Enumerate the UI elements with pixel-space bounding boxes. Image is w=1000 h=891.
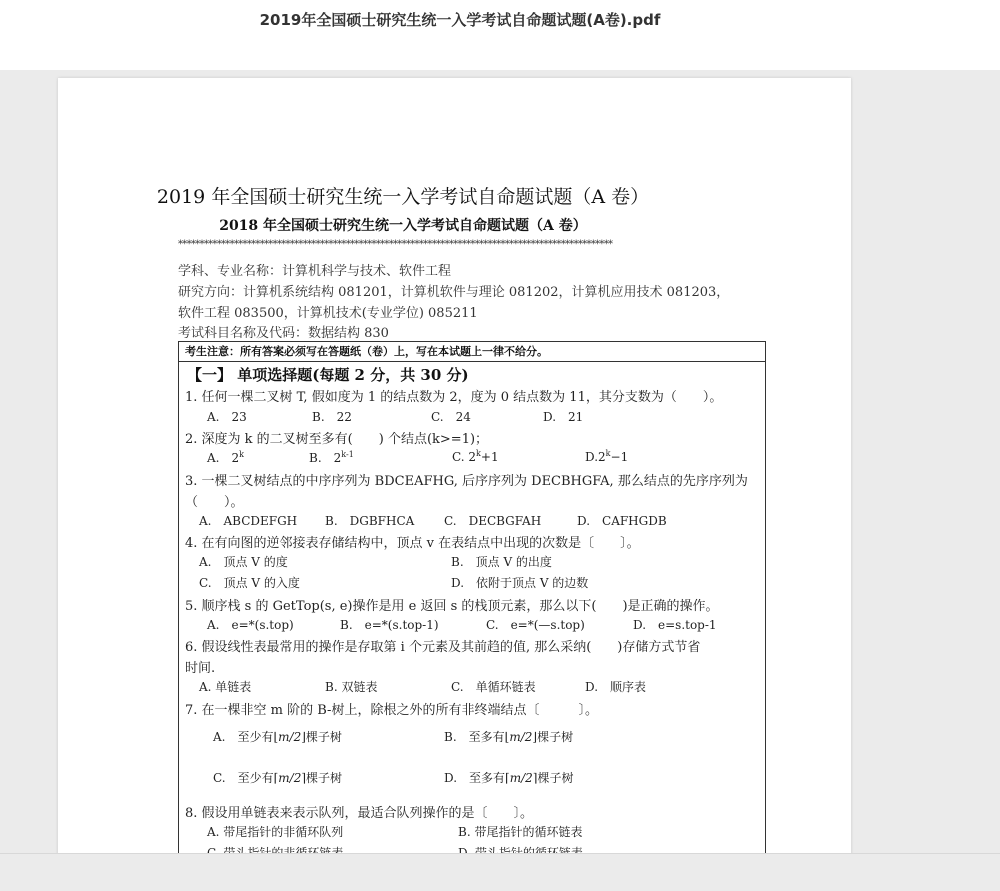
exam-subtitle: 2018 年全国硕士研究生统一入学考试自命题试题（A 卷） xyxy=(219,218,587,234)
meta-line: 学科、专业名称：计算机科学与技术、软件工程 xyxy=(178,264,452,279)
option: B. 带尾指针的循环链表 xyxy=(458,825,583,839)
option: B. 至多有⌊m/2⌋棵子树 xyxy=(444,730,574,744)
exam-title: 2019 年全国硕士研究生统一入学考试自命题试题（A 卷） xyxy=(156,186,650,208)
option: C. e=*(—s.top) xyxy=(486,618,585,632)
question-5: 5. 顺序栈 s 的 GetTop(s, e)操作是用 e 返回 s 的栈顶元素，那么以下( )是正确的操作。 xyxy=(185,599,719,614)
separator-stars: ***************************************************************************************************** xyxy=(178,239,613,250)
option: B. 2$^{k-1}$ xyxy=(309,450,354,465)
option: D. 21 xyxy=(543,410,584,424)
option: C. DECBGFAH xyxy=(444,514,542,528)
option: B. 顶点 V 的出度 xyxy=(451,555,552,569)
option: B. 22 xyxy=(312,410,352,424)
question-4: 4. 在有向图的逆邻接表存储结构中，顶点 v 在表结点中出现的次数是〔 〕。 xyxy=(185,536,640,551)
document-filename: 2019年全国硕士研究生统一入学考试自命题试题(A卷).pdf xyxy=(259,11,661,29)
option: D. e=s.top-1 xyxy=(633,618,717,632)
option: D. 顺序表 xyxy=(585,680,647,694)
meta-line: 软件工程 083500，计算机技术(专业学位) 085211 xyxy=(178,306,478,321)
pdf-page xyxy=(58,78,851,868)
option: C. 顶点 V 的入度 xyxy=(199,576,300,590)
option: D. 依附于顶点 V 的边数 xyxy=(451,576,589,590)
question-box xyxy=(178,341,766,868)
option: D. 至多有⌈m/2⌉棵子树 xyxy=(444,771,574,785)
meta-line: 研究方向：计算机系统结构 081201，计算机软件与理论 081202，计算机应用技术 081203， xyxy=(178,285,730,300)
option: A. 2$^k$ xyxy=(207,450,244,465)
question-2: 2. 深度为 k 的二叉树至多有( ) 个结点(k>=1)； xyxy=(185,432,489,447)
option: $D.2^k-1$ xyxy=(585,449,629,464)
option: C. 单循环链表 xyxy=(451,680,536,694)
option: B. 双链表 xyxy=(325,680,378,694)
option: C. $2^k+1$ xyxy=(452,449,499,464)
question-3: 3. 一棵二叉树结点的中序序列为 BDCEAFHG, 后序序列为 DECBHGFA, 那么结点的先序序列为 xyxy=(185,474,748,489)
option: A. 顶点 V 的度 xyxy=(199,555,288,569)
viewer-bottom-bar xyxy=(0,853,1000,891)
question-1: 1. 任何一棵二叉树 T, 假如度为 1 的结点数为 2，度为 0 结点数为 11，其分支数为（ ）。 xyxy=(185,390,723,405)
option: A. e=*(s.top) xyxy=(207,618,294,632)
option: A. 23 xyxy=(207,410,247,424)
option: B. DGBFHCA xyxy=(325,514,415,528)
option: A. 单链表 xyxy=(199,680,252,694)
question-6-continued: 时间. xyxy=(185,661,216,676)
option: C. 24 xyxy=(431,410,471,424)
option: C. 至少有⌈m/2⌉棵子树 xyxy=(213,771,343,785)
option: A. 带尾指针的非循环队列 xyxy=(207,825,344,839)
option: D. CAFHGDB xyxy=(577,514,667,528)
viewer-toolbar xyxy=(0,0,1000,70)
option: A. ABCDEFGH xyxy=(199,514,298,528)
option: A. 至少有⌊m/2⌋棵子树 xyxy=(213,730,342,744)
question-7: 7. 在一棵非空 m 阶的 B-树上，除根之外的所有非终端结点〔 〕。 xyxy=(185,703,598,718)
question-3-continued: （ ）。 xyxy=(185,495,244,510)
question-8: 8. 假设用单链表来表示队列，最适合队列操作的是〔 〕。 xyxy=(185,806,534,821)
question-6: 6. 假设线性表最常用的操作是存取第 i 个元素及其前趋的值, 那么采纳( )存储方式节省 xyxy=(185,640,701,655)
exam-notice: 考生注意：所有答案必须写在答题纸（卷）上，写在本试题上一律不给分。 xyxy=(179,342,765,362)
meta-line: 考试科目名称及代码：数据结构 830 xyxy=(178,326,389,341)
option: B. e=*(s.top-1) xyxy=(340,618,439,632)
section-heading: 【一】 单项选择题(每题 2 分，共 30 分) xyxy=(187,366,469,384)
